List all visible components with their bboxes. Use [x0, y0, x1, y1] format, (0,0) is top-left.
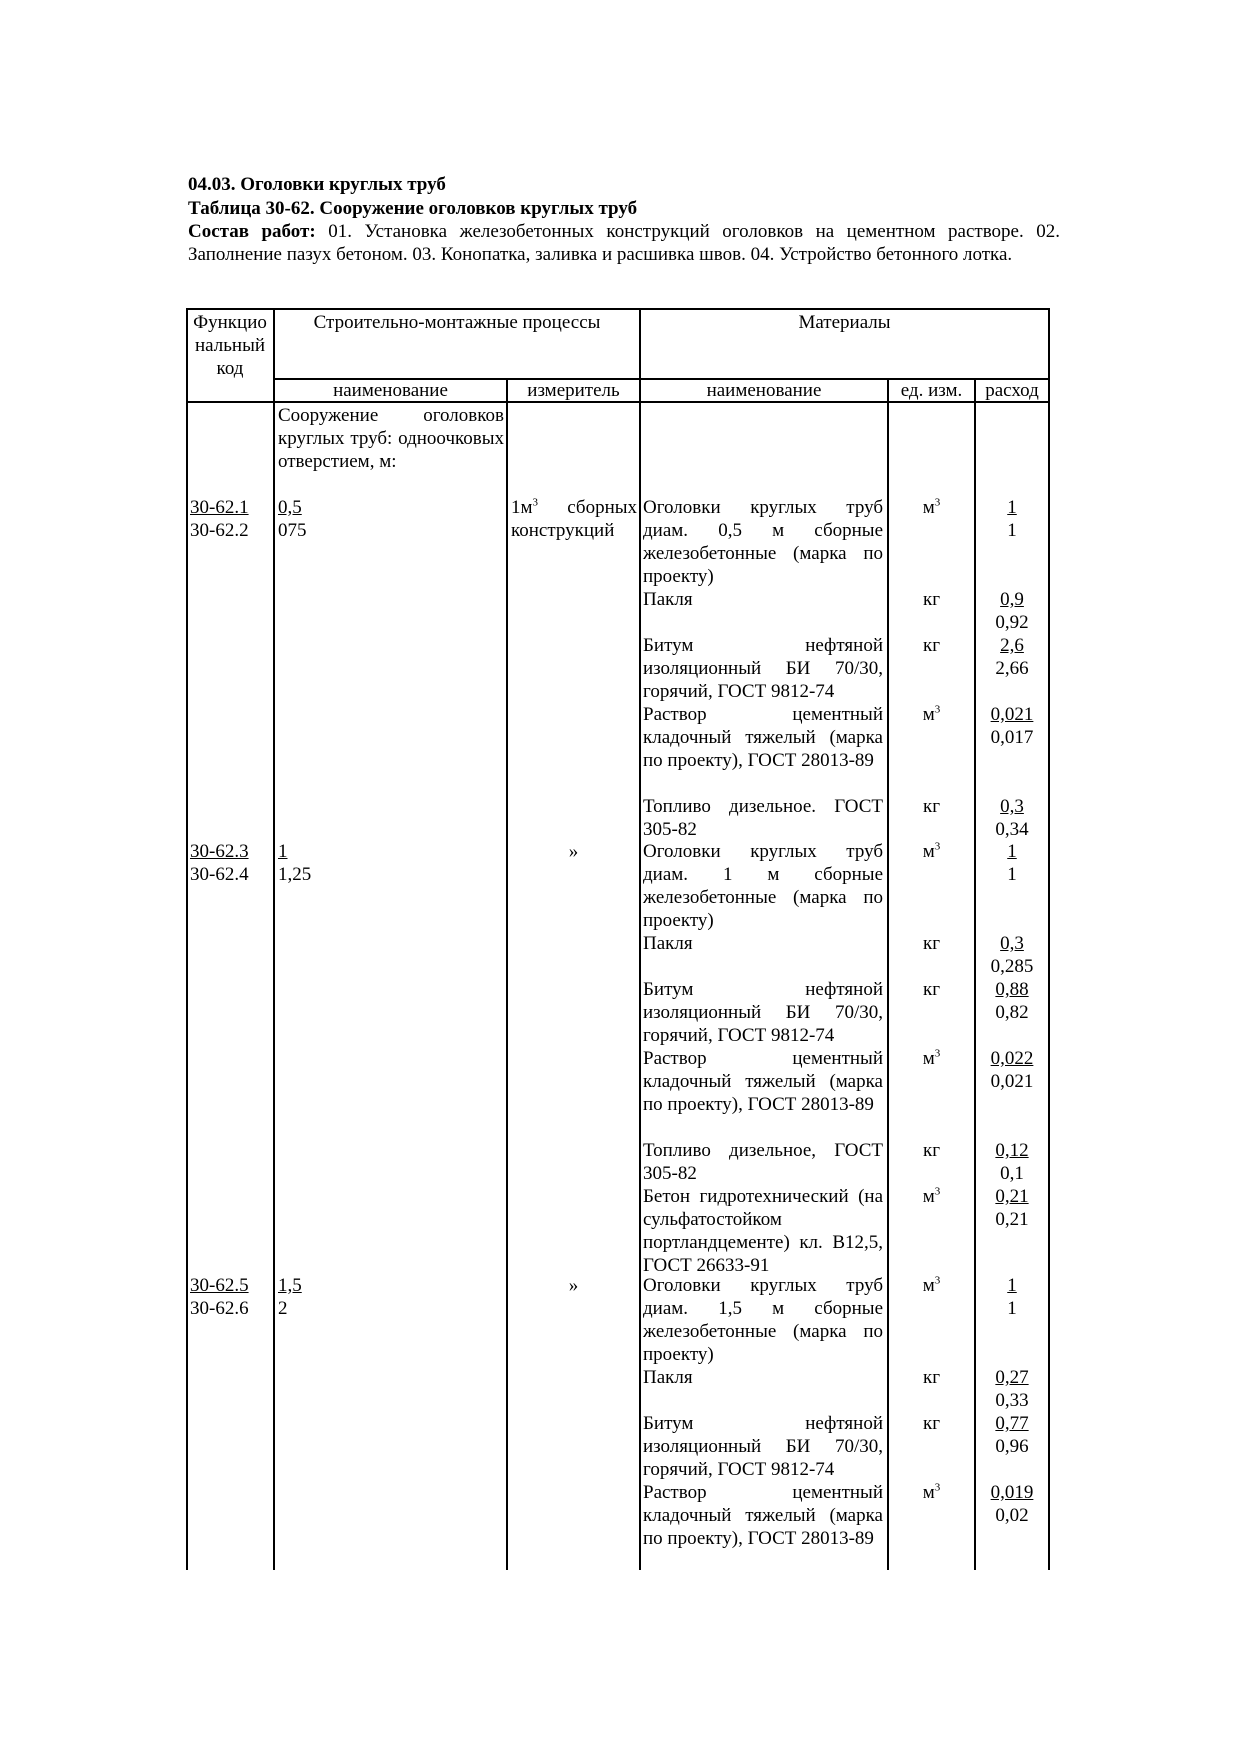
- work-label: Состав работ:: [188, 221, 316, 242]
- header-mat-name: наименование: [706, 380, 822, 401]
- col-border-6: [1048, 308, 1050, 1570]
- consumption-value-1: 1: [1007, 497, 1017, 518]
- work-composition: [188, 220, 1060, 266]
- meter-cell: »: [568, 841, 579, 862]
- material-unit: [890, 1185, 973, 1208]
- unit-text: м: [922, 1186, 935, 1207]
- material-name: Оголовки круглых труб диам. 1 м сборные железобетонные (марка по проекту): [643, 841, 883, 931]
- consumption-value-1: 2,6: [1000, 635, 1024, 656]
- code-cell: 30-62.1: [190, 497, 249, 518]
- code-cell: 30-62.2: [190, 520, 249, 541]
- consumption-value-1: 1: [1007, 841, 1017, 862]
- material-name: Пакля: [643, 933, 693, 954]
- unit-sup: 3: [934, 1274, 941, 1287]
- material-unit: [890, 1139, 973, 1162]
- material-unit: [890, 634, 973, 657]
- material-unit: [890, 795, 973, 818]
- size-cell: 1,5: [278, 1275, 302, 1296]
- consumption-value-1: 1: [1007, 1275, 1017, 1296]
- consumption-value-2: 0,02: [995, 1505, 1029, 1526]
- consumption-value-2: 0,96: [995, 1436, 1029, 1457]
- header-consumption: расход: [985, 380, 1039, 401]
- size-cell: 2: [278, 1298, 288, 1319]
- unit-sup: 3: [934, 1185, 941, 1198]
- unit-sup: 3: [934, 840, 941, 853]
- material-unit: [890, 1412, 973, 1435]
- material-unit: [890, 1274, 973, 1297]
- code-cell: 30-62.5: [190, 1275, 249, 1296]
- consumption-value-2: 0,017: [990, 727, 1034, 748]
- consumption-value-1: 0,3: [1000, 933, 1024, 954]
- material-unit: [890, 1366, 973, 1389]
- consumption-value-1: 0,022: [990, 1048, 1034, 1069]
- material-unit: [890, 840, 973, 863]
- code-cell: 30-62.3: [190, 841, 249, 862]
- meter-unit-sup: 3: [532, 496, 539, 509]
- material-name: Оголовки круглых труб диам. 0,5 м сборные железобетонные (марка по проекту): [643, 497, 883, 587]
- material-unit: [890, 496, 973, 519]
- unit-sup: 3: [934, 703, 941, 716]
- material-unit: [890, 1481, 973, 1504]
- consumption-value-1: 0,3: [1000, 796, 1024, 817]
- material-name: Битум нефтяной изоляционный БИ 70/30, горячий, ГОСТ 9812-74: [643, 1413, 883, 1480]
- material-unit: [890, 703, 973, 726]
- code-cell: 30-62.6: [190, 1298, 249, 1319]
- material-name: Битум нефтяной изоляционный БИ 70/30, горячий, ГОСТ 9812-74: [643, 635, 883, 702]
- consumption-value-1: 0,27: [995, 1367, 1029, 1388]
- unit-text: кг: [922, 1367, 941, 1388]
- material-name: Оголовки круглых труб диам. 1,5 м сборные железобетонные (марка по проекту): [643, 1275, 883, 1365]
- code-cell: 30-62.4: [190, 864, 249, 885]
- material-name: Топливо дизельное. ГОСТ 305-82: [643, 796, 883, 840]
- unit-sup: 3: [934, 1481, 941, 1494]
- col-border-2: [506, 378, 508, 1570]
- table-title: Таблица 30-62. Сооружение оголовков круглых труб: [188, 198, 638, 219]
- consumption-value-2: 0,92: [995, 612, 1029, 633]
- meter-cell: [511, 496, 637, 542]
- header-func-code: Функцио нальный код: [193, 312, 267, 379]
- consumption-value-1: 0,77: [995, 1413, 1029, 1434]
- unit-text: м: [922, 704, 935, 725]
- material-name: Раствор цементный кладочный тяжелый (марка по проекту), ГОСТ 28013-89: [643, 1482, 883, 1549]
- size-cell: 1: [278, 841, 288, 862]
- consumption-value-2: 1: [1007, 520, 1017, 541]
- unit-sup: 3: [934, 496, 941, 509]
- unit-text: м: [922, 497, 935, 518]
- header-name: наименование: [333, 380, 448, 401]
- material-name: Битум нефтяной изоляционный БИ 70/30, горячий, ГОСТ 9812-74: [643, 979, 883, 1046]
- size-cell: 0,5: [278, 497, 302, 518]
- unit-text: кг: [922, 589, 941, 610]
- consumption-value-2: 0,021: [990, 1071, 1034, 1092]
- consumption-value-2: 0,33: [995, 1390, 1029, 1411]
- meter-value: 1м: [511, 497, 533, 518]
- consumption-value-1: 0,21: [995, 1186, 1029, 1207]
- unit-text: м: [922, 1482, 935, 1503]
- unit-text: кг: [922, 1140, 941, 1161]
- consumption-value-2: 2,66: [995, 658, 1029, 679]
- col-border-1: [273, 308, 275, 1570]
- material-name: Раствор цементный кладочный тяжелый (марка по проекту), ГОСТ 28013-89: [643, 1048, 883, 1115]
- material-name: Пакля: [643, 1367, 693, 1388]
- material-unit: [890, 1047, 973, 1070]
- header-unit: ед. изм.: [900, 380, 963, 401]
- material-unit: [890, 978, 973, 1001]
- table-top-border: [186, 308, 1050, 310]
- unit-text: кг: [922, 979, 941, 1000]
- material-name: Бетон гидротехнический (на сульфатостойком портландцементе) кл. B12,5, ГОСТ 26633-91: [643, 1186, 883, 1276]
- material-name: Пакля: [643, 589, 693, 610]
- col-border-4: [887, 378, 889, 1570]
- header-meter: измеритель: [527, 380, 620, 401]
- consumption-value-2: 0,1: [1000, 1163, 1024, 1184]
- unit-sup: 3: [934, 1047, 941, 1060]
- unit-text: кг: [922, 933, 941, 954]
- consumption-value-2: 1: [1007, 864, 1017, 885]
- unit-text: м: [922, 1048, 935, 1069]
- consumption-value-2: 1: [1007, 1298, 1017, 1319]
- unit-text: кг: [922, 1413, 941, 1434]
- material-unit: [890, 588, 973, 611]
- size-cell: 1,25: [278, 864, 312, 885]
- consumption-value-2: 0,285: [990, 956, 1034, 977]
- consumption-value-2: 0,21: [995, 1209, 1029, 1230]
- work-text: 01. Установка железобетонных конструкций оголовков на цементном растворе. 02. Заполнение пазух бетоном. 03. Конопатка, заливка и расшивка швов. 04. Устройство бетонного лотка.: [188, 221, 1060, 265]
- col-border-5: [974, 378, 976, 1570]
- material-name: Топливо дизельное, ГОСТ 305-82: [643, 1140, 883, 1184]
- intro-process: Сооружение оголовков круглых труб: одноочковых отверстием, м:: [278, 405, 504, 472]
- unit-text: кг: [922, 796, 941, 817]
- meter-unit: сборных конструкций: [511, 497, 637, 541]
- col-border-3: [639, 308, 641, 1570]
- material-unit: [890, 932, 973, 955]
- consumption-value-1: 0,12: [995, 1140, 1029, 1161]
- unit-text: м: [922, 841, 935, 862]
- section-title: 04.03. Оголовки круглых труб: [188, 174, 446, 195]
- consumption-value-1: 0,021: [990, 704, 1034, 725]
- meter-cell: »: [568, 1275, 579, 1296]
- header-processes: Строительно-монтажные процессы: [313, 312, 601, 333]
- consumption-value-2: 0,82: [995, 1002, 1029, 1023]
- material-name: Раствор цементный кладочный тяжелый (марка по проекту), ГОСТ 28013-89: [643, 704, 883, 771]
- col-border-0: [186, 308, 188, 1570]
- consumption-value-2: 0,34: [995, 819, 1029, 840]
- consumption-value-1: 0,9: [1000, 589, 1024, 610]
- header-materials: Материалы: [798, 312, 891, 333]
- unit-text: кг: [922, 635, 941, 656]
- consumption-value-1: 0,88: [995, 979, 1029, 1000]
- size-cell: 075: [278, 520, 307, 541]
- consumption-value-1: 0,019: [990, 1482, 1034, 1503]
- unit-text: м: [922, 1275, 935, 1296]
